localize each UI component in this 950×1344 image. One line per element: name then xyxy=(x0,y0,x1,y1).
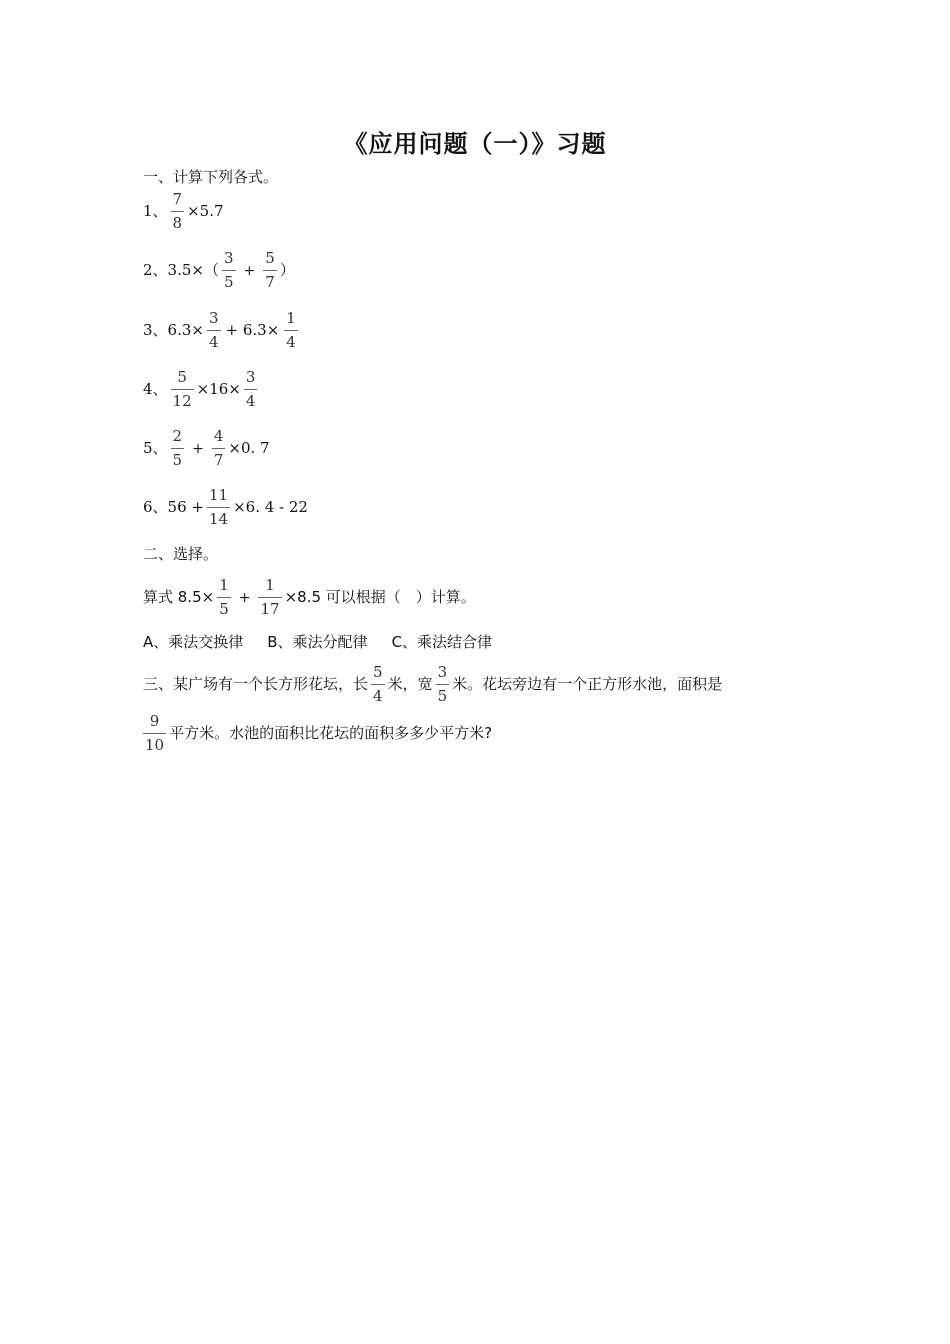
fraction: $\frac{5}{12}$ xyxy=(172,368,192,410)
page-title: 《应用问题（一）》习题 xyxy=(343,130,607,158)
fraction: $\frac{5}{7}$ xyxy=(265,249,275,291)
fraction: $\frac{2}{5}$ xyxy=(172,427,183,469)
fraction: $\frac{4}{7}$ xyxy=(213,427,224,469)
fraction: $\frac{5}{4}$ xyxy=(373,663,383,705)
section2-question: 算式 8.5× $\frac{1}{5}$ + $\frac{1}{17}$ ×8.5 可以根据（ ）计算。 xyxy=(143,576,476,618)
fraction: $\frac{11}{14}$ xyxy=(208,486,229,528)
fraction: $\frac{1}{5}$ xyxy=(219,576,229,618)
choice-a: A、乘法交换律 xyxy=(143,633,244,651)
choice-b: B、乘法分配律 xyxy=(267,633,368,651)
problem-4: 4、 $\frac{5}{12}$ ×16× $\frac{3}{4}$ xyxy=(143,368,256,410)
problem-2: 2、 3.5×（ $\frac{3}{5}$ + $\frac{5}{7}$ ） xyxy=(143,249,295,291)
problem-3: 3、 6.3× $\frac{3}{4}$ + 6.3× $\frac{1}{4}$ xyxy=(143,309,296,351)
fraction: $\frac{3}{4}$ xyxy=(208,309,219,351)
fraction: $\frac{9}{10}$ xyxy=(145,712,165,754)
fraction: $\frac{7}{8}$ xyxy=(172,190,183,232)
problem-1: 1、 $\frac{7}{8}$ ×5.7 xyxy=(143,190,224,232)
choice-c: C、乘法结合律 xyxy=(391,633,493,651)
fraction: $\frac{3}{5}$ xyxy=(223,249,234,291)
problem-5: 5、 $\frac{2}{5}$ + $\frac{4}{7}$ ×0. 7 xyxy=(143,427,270,469)
section3-line1: 三、某广场有一个长方形花坛，长 $\frac{5}{4}$ 米，宽 $\frac{3}{5}$ 米。花坛旁边有一个正方形水池，面积是 xyxy=(143,663,723,705)
section1-heading: 一、计算下列各式。 xyxy=(143,168,279,186)
fraction: $\frac{1}{17}$ xyxy=(260,576,280,618)
fraction: $\frac{1}{4}$ xyxy=(286,309,296,351)
fraction: $\frac{3}{5}$ xyxy=(437,663,448,705)
problem-6: 6、 56 + $\frac{11}{14}$ ×6. 4 - 22 xyxy=(143,486,308,528)
section2-choices xyxy=(143,635,516,650)
section3-line2: $\frac{9}{10}$ 平方米。水池的面积比花坛的面积多多少平方米? xyxy=(145,712,493,754)
fraction: $\frac{3}{4}$ xyxy=(245,368,256,410)
section2-heading: 二、选择。 xyxy=(143,545,219,563)
